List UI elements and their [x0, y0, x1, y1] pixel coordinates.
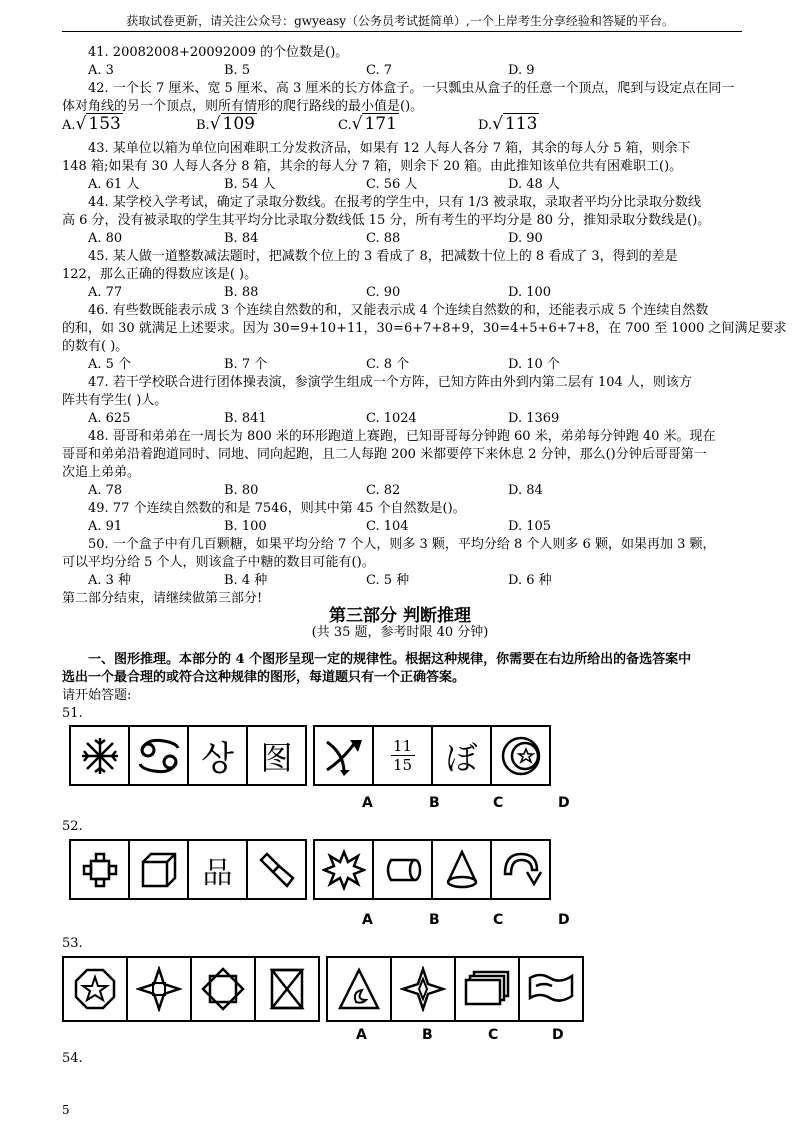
curved-arrow-icon	[499, 848, 543, 892]
q52-option-b-figure	[372, 839, 433, 900]
q53-option-d-figure	[518, 956, 584, 1022]
q53-figure-row	[62, 956, 582, 1022]
bent-bar-icon	[255, 848, 299, 892]
q44-option-a: A. 80	[88, 231, 123, 246]
hiragana-glyph: ぼ	[445, 738, 478, 777]
q52-label-b: B	[429, 912, 440, 928]
q49-stem: 49. 77 个连续自然数的和是 7546，则其中第 45 个自然数是()。	[88, 501, 466, 516]
q48-option-c: C. 82	[366, 483, 401, 498]
crescent-star-icon	[499, 734, 543, 778]
q43-option-d: D. 48 人	[508, 177, 560, 192]
chinese-glyph: 品	[202, 855, 233, 891]
q44-option-b: B. 84	[224, 231, 259, 246]
cancer-symbol-icon	[136, 736, 182, 776]
q52-number: 52.	[62, 819, 83, 834]
q42-stem-line2: 体对角线的另一个顶点，则所有情形的爬行路线的最小值是()。	[62, 99, 424, 114]
q49-option-a: A. 91	[88, 519, 123, 534]
q53-figure-3	[190, 956, 256, 1022]
q48-stem-line1: 48. 哥哥和弟弟在一周长为 800 米的环形跑道上赛跑，已知哥哥每分钟跑 60 米，弟弟每分钟跑 40 米。现在	[88, 429, 716, 444]
q52-option-d-figure	[490, 839, 551, 900]
q42-option-c: C.√ 171	[338, 114, 397, 134]
q46-stem-line1: 46. 有些数既能表示成 3 个连续自然数的和，又能表示成 4 个连续自然数的和，还能表示成 5 个连续自然数	[88, 303, 709, 318]
triangle-crescent-icon	[336, 966, 382, 1012]
q51-figure-row	[69, 725, 549, 786]
q45-stem-line1: 45. 某人做一道整数减法题时，把减数个位上的 3 看成了 8，把减数十位上的 8 看成了 3，得到的差是	[88, 249, 678, 264]
q41-option-a: A. 3	[88, 63, 114, 78]
q51-figure-2	[128, 725, 189, 786]
q53-option-b-figure	[390, 956, 456, 1022]
q53-figure-4	[254, 956, 320, 1022]
q52-label-a: A	[362, 912, 373, 928]
q51-option-d-figure	[490, 725, 551, 786]
page-number: 5	[62, 1103, 70, 1117]
q52-figure-4	[246, 839, 307, 900]
q41-stem: 41. 20082008+20092009 的个位数是()。	[88, 45, 349, 60]
q51-label-b: B	[429, 795, 440, 811]
q44-option-c: C. 88	[366, 231, 401, 246]
four-point-star-icon	[400, 966, 446, 1012]
q51-option-a-figure	[313, 725, 374, 786]
q48-option-d: D. 84	[508, 483, 543, 498]
crossed-arrows-icon	[322, 734, 366, 778]
square-with-tabs-icon	[78, 848, 122, 892]
q43-stem-line2: 148 箱;如果有 30 人每人各分 8 箱，其余的每人分 7 箱，则余下 20 箱。由此推知该单位共有困难职工()。	[62, 159, 683, 174]
q44-stem-line1: 44. 某学校入学考试，确定了录取分数线。在报考的学生中，只有 1/3 被录取，录取者平均分比录取分数线	[88, 195, 701, 210]
q46-option-a: A. 5 个	[88, 357, 132, 372]
q52-option-a-figure	[313, 839, 374, 900]
q53-label-c: C	[488, 1027, 499, 1043]
q49-option-d: D. 105	[508, 519, 552, 534]
stacked-rectangles-icon	[462, 966, 512, 1012]
q50-option-a: A. 3 种	[88, 573, 132, 588]
page-header: 获取试卷更新，请关注公众号：gwyeasy（公务员考试挺简单）,一个上岸考生分享经验和答疑的平台。	[126, 14, 674, 28]
q52-option-c-figure	[431, 839, 492, 900]
q45-stem-line2: 122，那么正确的得数应该是( )。	[62, 267, 258, 282]
part3-start: 请开始答题:	[62, 688, 132, 703]
sqrt-symbol: √ 109	[209, 114, 255, 134]
q51-label-d: D	[558, 795, 570, 811]
q45-option-c: C. 90	[366, 285, 401, 300]
q47-stem-line1: 47. 若干学校联合进行团体操表演，参演学生组成一个方阵，已知方阵由外到内第二层有 104 人，则该方	[88, 375, 692, 390]
q47-option-a: A. 625	[88, 411, 131, 426]
octagon-star-icon	[72, 966, 118, 1012]
q53-figure-1	[62, 956, 128, 1022]
q52-figure-row	[69, 839, 549, 900]
wavy-flag-icon	[526, 966, 576, 1012]
q50-stem-line2: 可以平均分给 5 个人，则该盒子中糖的数目可能有()。	[62, 555, 375, 570]
q45-option-d: D. 100	[508, 285, 552, 300]
q53-option-a-figure	[326, 956, 392, 1022]
q51-option-b-figure	[372, 725, 433, 786]
part3-title: 第三部分 判断推理	[329, 606, 471, 626]
q44-option-d: D. 90	[508, 231, 543, 246]
q52-figure-1	[69, 839, 130, 900]
q53-figure-2	[126, 956, 192, 1022]
q45-option-a: A. 77	[88, 285, 123, 300]
q49-option-c: C. 104	[366, 519, 409, 534]
q48-stem-line2: 哥哥和弟弟沿着跑道同时、同地、同向起跑，且二人每跑 200 米都要停下来休息 2 分钟，那么()分钟后哥哥第一	[62, 447, 707, 462]
q50-stem-line1: 50. 一个盒子中有几百颗糖，如果平均分给 7 个人，则多 3 颗，平均分给 8 个人则多 6 颗，如果再加 3 颗，	[88, 537, 716, 552]
sqrt-symbol: √ 153	[75, 114, 121, 134]
q41-option-b: B. 5	[224, 63, 251, 78]
q42-option-d: D.√ 113	[478, 114, 538, 134]
q44-stem-line2: 高 6 分，没有被录取的学生其平均分比录取分数线低 15 分，所有考生的平均分是 80 分，推知录取分数线是()。	[62, 213, 711, 228]
q45-option-b: B. 88	[224, 285, 259, 300]
q47-option-d: D. 1369	[508, 411, 560, 426]
q53-label-a: A	[356, 1027, 367, 1043]
q50-option-c: C. 5 种	[366, 573, 410, 588]
q47-stem-line2: 阵共有学生( )人。	[62, 393, 168, 408]
square-diamond-icon	[200, 966, 246, 1012]
q52-figure-3	[187, 839, 248, 900]
q42-option-b: B.√ 109	[196, 114, 255, 134]
q41-option-d: D. 9	[508, 63, 535, 78]
cube-icon	[137, 848, 181, 892]
q42-option-a: A.√ 153	[62, 114, 121, 134]
q50-option-d: D. 6 种	[508, 573, 552, 588]
sqrt-symbol: √ 113	[492, 114, 538, 134]
q46-option-d: D. 10 个	[508, 357, 560, 372]
q51-label-c: C	[493, 795, 504, 811]
sqrt-symbol: √ 171	[351, 114, 397, 134]
q48-stem-line3: 次追上弟弟。	[62, 465, 141, 480]
q51-figure-3	[187, 725, 248, 786]
q43-option-c: C. 56 人	[366, 177, 418, 192]
q46-stem-line3: 的数有( )。	[62, 339, 129, 354]
q52-label-d: D	[558, 912, 570, 928]
q41-option-c: C. 7	[366, 63, 393, 78]
q46-option-b: B. 7 个	[224, 357, 268, 372]
q52-label-c: C	[493, 912, 504, 928]
asterisk-glyph-icon	[78, 734, 122, 778]
four-point-star-icon	[136, 966, 182, 1012]
q46-stem-line2: 的和，如 30 就满足上述要求。因为 30=9+10+11，30=6+7+8+9，30=4+5+6+7+8，在 700 至 1000 之间满足要求	[62, 321, 787, 336]
header-rule	[62, 31, 742, 32]
part3-subtitle: (共 35 题，参考时限 40 分钟)	[311, 625, 489, 640]
q49-option-b: B. 100	[224, 519, 267, 534]
q46-option-c: C. 8 个	[366, 357, 410, 372]
part3-intro-line2: 选出一个最合理的或符合这种规律的图形，每道题只有一个正确答案。	[62, 670, 466, 685]
part2-end-note: 第二部分结束，请继续做第三部分!	[62, 591, 263, 606]
q48-option-b: B. 80	[224, 483, 259, 498]
hourglass-icon	[264, 966, 310, 1012]
q52-figure-2	[128, 839, 189, 900]
hangul-glyph: 상	[201, 739, 234, 779]
part3-intro-line1: 一、图形推理。本部分的 4 个图形呈现一定的规律性。根据这种规律，你需要在右边所给出的备选答案中	[88, 652, 692, 667]
q50-option-b: B. 4 种	[224, 573, 268, 588]
q51-figure-1	[69, 725, 130, 786]
q51-figure-4	[246, 725, 307, 786]
q43-stem-line1: 43. 某单位以箱为单位向困难职工分发救济品，如果有 12 人每人各分 7 箱，其余的每人分 5 箱，则余下	[88, 141, 691, 156]
cylinder-icon	[381, 848, 425, 892]
q51-number: 51.	[62, 706, 83, 721]
q48-option-a: A. 78	[88, 483, 123, 498]
fraction: 11 15	[391, 738, 415, 773]
q54-number: 54.	[62, 1051, 83, 1066]
q47-option-b: B. 841	[224, 411, 267, 426]
q43-option-a: A. 61 人	[88, 177, 140, 192]
q43-option-b: B. 54 人	[224, 177, 276, 192]
q53-label-d: D	[552, 1027, 564, 1043]
starburst-icon	[322, 848, 366, 892]
q42-stem-line1: 42. 一个长 7 厘米、宽 5 厘米、高 3 厘米的长方体盒子。一只瓢虫从盒子的任意一个顶点，爬到与设定点在同一	[88, 81, 735, 96]
q47-option-c: C. 1024	[366, 411, 417, 426]
cone-icon	[440, 848, 484, 892]
q53-option-c-figure	[454, 956, 520, 1022]
q51-label-a: A	[362, 795, 373, 811]
q53-label-b: B	[422, 1027, 433, 1043]
q51-option-c-figure	[431, 725, 492, 786]
q53-number: 53.	[62, 936, 83, 951]
chinese-glyph: 图	[260, 738, 293, 777]
